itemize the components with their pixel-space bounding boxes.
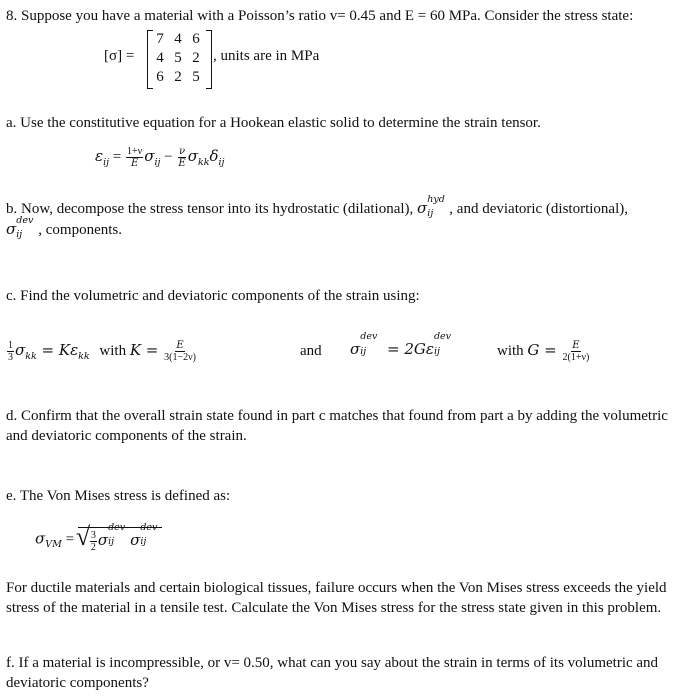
- matrix-cell: 4: [156, 50, 164, 66]
- part-c-eq3: with G = $\frac{E}{2(1+\nu)}$: [497, 340, 590, 363]
- von-mises-equation: $\sigma_{VM}$ = √ $\frac{3}{2}$ σ dev ij σ dev ij: [35, 527, 162, 553]
- eq-a-epsilon-sub: ij: [103, 156, 110, 168]
- matrix-cell: 4: [174, 31, 182, 47]
- part-e-followup: For ductile materials and certain biological tissues, failure occurs when the Von Mises stress exceeds the yield stress of the material in a tensile test. Calculate the Von Mises stress for the stress state given in this problem.: [6, 580, 667, 616]
- problem-intro: 8. Suppose you have a material with a Poisson’s ratio v= 0.45 and E = 60 MPa. Consider the stress state:: [6, 8, 634, 24]
- matrix-cell: 5: [174, 50, 182, 66]
- matrix-cell: 5: [192, 69, 200, 85]
- eq-a-frac2: $\frac{\nu}{E}$: [178, 146, 186, 169]
- part-c-and: and: [300, 343, 322, 359]
- part-f-text: f. If a material is incompressible, or v= 0.50, what can you say about the strain in terms of its volumetric and deviatoric components?: [6, 655, 659, 691]
- part-c-eq1: $\frac{1}{3}$ $\sigma_{kk} = K\varepsilon_{kk}$ with K = $\frac{E}{3(1-2\nu)}$: [8, 340, 196, 363]
- part-a-equation: $\varepsilon_{ij}$ = $\frac{1+\nu}{E}$ $\sigma_{ij}$ − $\frac{\nu}{E}$ $\sigma_{kk}\delta_{ij}$: [95, 146, 225, 169]
- part-c-eq2: σ dev ij = 2Gε dev ij: [350, 331, 452, 358]
- stress-matrix: [151, 30, 205, 87]
- part-c-text: c. Find the volumetric and deviatoric components of the strain using:: [6, 288, 420, 304]
- part-a-text: a. Use the constitutive equation for a Hookean elastic solid to determine the strain tensor.: [6, 115, 541, 131]
- eq-a-delta: δ: [209, 146, 219, 165]
- eq-a-epsilon: ε: [95, 146, 104, 165]
- part-d-text: d. Confirm that the overall strain state found in part c matches that found from part a by adding the volumetric and deviatoric components of the strain.: [6, 408, 668, 444]
- b-sigma-hyd: σ: [417, 199, 428, 217]
- matrix-cell: 7: [156, 31, 164, 47]
- matrix-label: [σ] =: [104, 48, 135, 64]
- matrix-right-bracket: [206, 30, 212, 89]
- part-b-text: b. Now, decompose the stress tensor into its hydrostatic (dilational), σ hyd ij , and deviatoric (distortional), σ dev ij , components.: [6, 194, 628, 240]
- matrix-cell: 6: [192, 31, 200, 47]
- eq-a-equals: =: [112, 148, 122, 165]
- eq-a-minus: −: [164, 148, 173, 165]
- matrix-cell: 6: [156, 69, 164, 85]
- matrix-cell: 2: [174, 69, 182, 85]
- eq-a-sigma-kk: σ: [187, 146, 198, 165]
- sqrt-sign: √: [75, 522, 91, 551]
- b-sigma-dev: σ: [6, 220, 17, 238]
- part-e-text: e. The Von Mises stress is defined as:: [6, 488, 231, 504]
- matrix-units: , units are in MPa: [213, 48, 320, 64]
- eq-a-sigma: σ: [144, 146, 155, 165]
- eq-a-frac1: $\frac{1+\nu}{E}$: [127, 146, 143, 169]
- sqrt: √ $\frac{3}{2}$ σ dev ij σ dev ij: [78, 527, 163, 553]
- matrix-cell: 2: [192, 50, 200, 66]
